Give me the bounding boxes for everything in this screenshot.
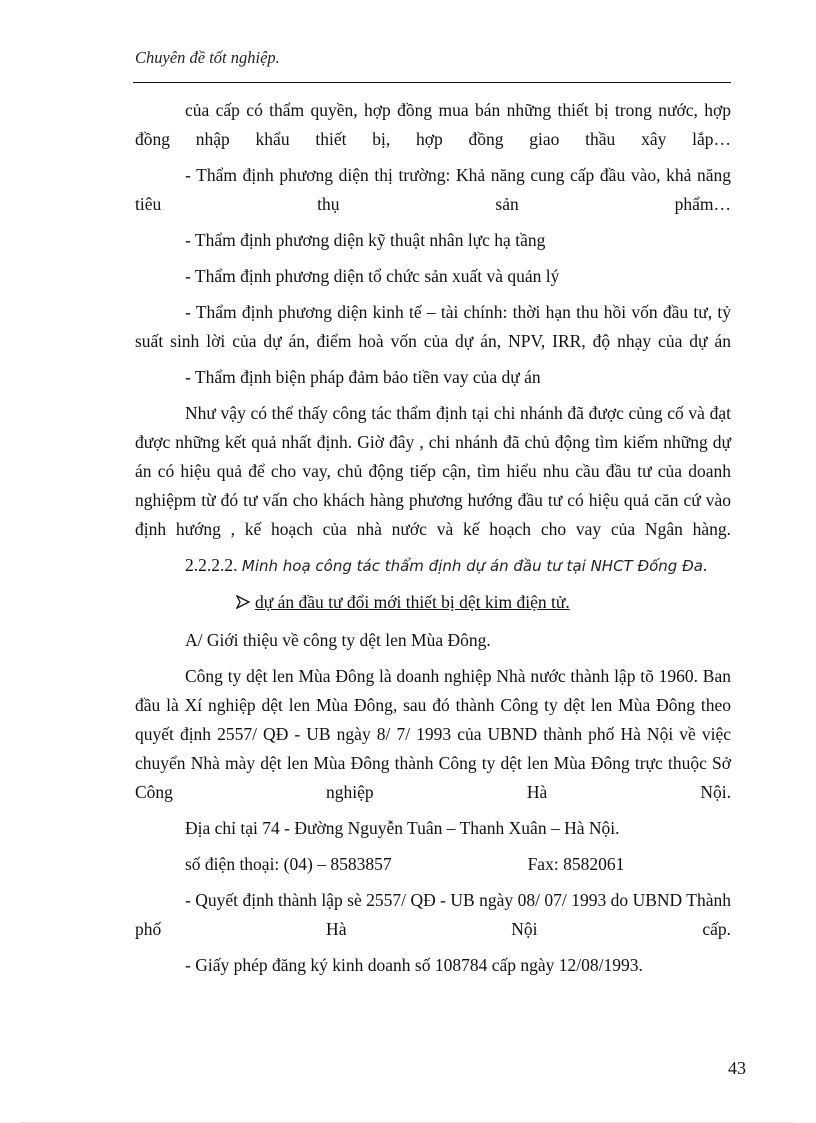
document-body bbox=[135, 96, 731, 987]
paragraph-organization-appraisal: - Thẩm định phương diện tổ chức sản xuất và quản lý bbox=[185, 266, 560, 286]
paragraph-collateral-appraisal: - Thẩm định biện pháp đảm bảo tiền vay của dự án bbox=[185, 367, 541, 387]
section-title: Minh hoạ công tác thẩm định dự án đầu tư tại NHCT Đống Đa bbox=[241, 557, 703, 575]
paragraph-financial-appraisal: - Thẩm định phương diện kinh tế – tài chính: thời hạn thu hồi vốn đầu tư, tỷ suất sinh lời của dự án, điểm hoà vốn của dự án, NPV, IRR, độ nhạy của dự án bbox=[135, 302, 731, 351]
page-number: 43 bbox=[728, 1058, 746, 1078]
paragraph-technical-appraisal: - Thẩm định phương diện kỹ thuật nhân lực hạ tầng bbox=[185, 230, 546, 250]
paragraph-summary: Như vậy có thể thấy công tác thẩm định tại chi nhánh đã được củng cố và đạt được những kết quả nhất định. Giờ đây , chi nhánh đã chủ động tìm kiếm những dự án có hiệu quả để cho vay, chủ động tiếp cận, tìm hiểu nhu cầu đầu tư của doanh nghiệpm từ đó tư vấn cho khách hàng phương hướng đầu tư có hiệu quả căn cứ vào định hướng , kế hoạch của nhà nước và kế hoạch cho vay của Ngân hàng. bbox=[135, 403, 731, 539]
paragraph-market-appraisal: - Thẩm định phương diện thị trường: Khả năng cung cấp đầu vào, khả năng tiêu thụ sản phẩm… bbox=[135, 165, 731, 214]
bullet-item bbox=[135, 588, 731, 619]
paragraph-contracts: của cấp có thẩm quyền, hợp đồng mua bán những thiết bị trong nước, hợp đồng nhập khẩu thiết bị, hợp đồng giao thầu xây lắp… bbox=[135, 100, 731, 149]
company-phone: số điện thoại: (04) – 8583857 bbox=[185, 854, 392, 874]
section-heading bbox=[135, 551, 731, 581]
subheading-company-intro: A/ Giới thiệu về công ty dệt len Mùa Đông. bbox=[185, 630, 491, 650]
company-decision: - Quyết định thành lập sè 2557/ QĐ - UB ngày 08/ 07/ 1993 do UBND Thành phố Hà Nội cấp. bbox=[135, 890, 731, 939]
paragraph-company-history: Công ty dệt len Mùa Đông là doanh nghiệp Nhà nước thành lập tõ 1960. Ban đầu là Xí nghiệp dệt len Mùa Đông, sau đó thành Công ty dệt len Mùa Đông theo quyết định 2557/ QĐ - UB ngày 8/ 7/ 1993 của UBND thành phố Hà Nội về việc chuyển Nhà mày dệt len Mùa Đông thành Công ty dệt len Mùa Đông trực thuộc Sở Công nghiệp Hà Nội. bbox=[135, 666, 731, 802]
header-divider bbox=[133, 82, 731, 83]
company-contact bbox=[135, 850, 731, 879]
section-title-period: . bbox=[702, 555, 708, 575]
arrow-bullet-icon bbox=[185, 590, 251, 619]
bullet-text: dự án đầu tư đổi mới thiết bị dệt kim điện tử. bbox=[255, 592, 570, 612]
header-title: Chuyên đề tốt nghiệp. bbox=[135, 48, 280, 67]
company-license: - Giấy phép đăng ký kinh doanh số 108784 cấp ngày 12/08/1993. bbox=[185, 955, 643, 975]
company-fax: Fax: 8582061 bbox=[527, 854, 625, 874]
section-number: 2.2.2.2. bbox=[185, 555, 238, 575]
company-address: Địa chỉ tại 74 - Đường Nguyễn Tuân – Thanh Xuân – Hà Nội. bbox=[185, 818, 620, 838]
